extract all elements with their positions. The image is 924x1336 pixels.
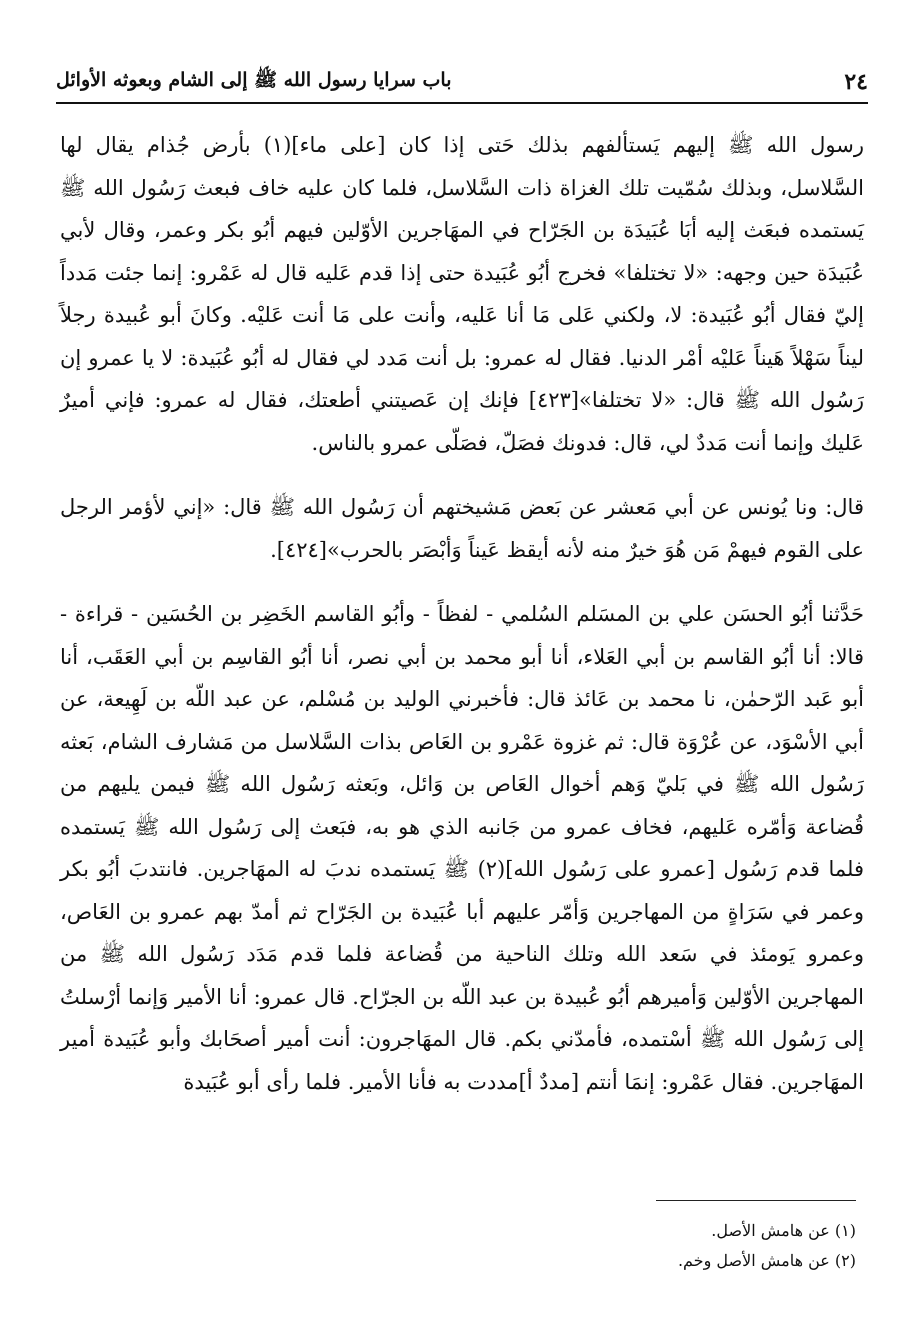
paragraph-2: قال: ونا يُونس عن أبي مَعشر عن بَعض مَشيختهم أن رَسُول الله ﷺ قال: «إني لأؤمر الرجل على القوم فيهمْ مَن هُوَ خيرٌ منه لأنه أيقظ عَيناً وَأبْصَر بالحرب»[٤٢٤]. — [60, 495, 864, 562]
footnotes — [678, 1216, 856, 1276]
footnote-1: (١) عن هامش الأصل. — [711, 1221, 856, 1240]
running-title: باب سرايا رسول الله ﷺ إلى الشام وبعوثه الأوائل — [56, 69, 452, 91]
footnote-divider — [656, 1200, 856, 1201]
paragraph-3: حَدَّثنا أبُو الحسَن علي بن المسَلم السُلمي - لفظاً - وأبُو القاسم الخَضِر بن الحُسَين - قراءة - قالا: أنا أبُو القاسم بن أبي العَلاء، أنا أبو محمد بن أبي نصر، أنا أبُو القاسِم بن أبي العَقَب، أنا أبو عَبد الرّحمٰن، نا محمد بن عَائذ قال: فأخبرني الوليد بن مُسْلم، عن عبد اللّه بن لَهِيعة، عن أبي الأسْوَد، عن عُرْوَة قال: ثم غزوة عَمْرو بن العَاص بذات السَّلاسل من مَشارف الشام، بَعثه رَسُول الله ﷺ في بَليّ وَهم أخوال العَاص بن وَائل، وبَعثه رَسُول الله ﷺ فيمن يليهم من قُضاعة وَأمّره عَليهم، فخاف عمرو من جَانبه الذي هو به، فبَعث إلى رَسُول الله ﷺ يَستمده فلما قدم رَسُول [عمرو على رَسُول الله](٢) ﷺ يَستمده ندبَ له المهَاجرين. فانتدبَ أبُو بكر وعمر في سَرَاةٍ من المهاجرين وَأمّر عليهم أبا عُبَيدة بن الجَرّاح ثم أمدّ بهم عمرو بن العَاص، وعمرو يَومئذ في سَعد الله وتلك الناحية من قُضاعة فلما قدم مَدَد رَسُول الله ﷺ من المهاجرين الأوّلين وَأميرهم أبُو عُبيدة بن عبد اللّه بن الجرّاح. قال عمرو: أنا الأمير وَإنما أرْسلتُ إلى رَسُول الله ﷺ أسْتمده، فأمدّني بكم. قال المهَاجرون: أنت أمير أصحَابك وأبو عُبَيدة أمير المهَاجرين. فقال عَمْرو: إنمَا أنتم [مددٌ أ]مددت به فأنا الأمير. فلما رأى أبو عُبَيدة — [60, 602, 864, 1094]
page-number: ٢٤ — [844, 69, 868, 95]
running-header — [56, 62, 868, 104]
paragraph-1: رسول الله ﷺ إليهم يَستألفهم بذلك حَتى إذا كان [على ماء](١) بأرض جُذام يقال لها السَّلاسل، وبذلك سُمّيت تلك الغزاة ذات السَّلاسل، فلما كان عليه خاف فبعث رَسُول الله ﷺ يَستمده فبعَث إليه أبَا عُبَيدَة بن الجَرّاح في المهَاجرين الأوّلين فيهم أبُو بكر وعمر، وقال لأبي عُبَيدَة حين وجهه: «لا تختلفا» فخرج أبُو عُبَيدة حتى إذا قدم عَليه قال له عَمْرو: إنما جئت مَدداً إليّ فقال أبُو عُبَيدة: لا، ولكني عَلى مَا أنا عَليه، وأنت على مَا أنت عَليْه. وكانَ أبو عُبيدة رجلاً ليناً سَهْلاً هَيناً عَليْه أمْر الدنيا. فقال له عمرو: بل أنت مَدد لي فقال له أبُو عُبَيدة: لا يا عمرو إن رَسُول الله ﷺ قال: «لا تختلفا»[٤٢٣] فإنك إن عَصيتني أطعتك، فقال له عمرو: فإني أميرٌ عَليك وإنما أنت مَددٌ لي، قال: فدونك فصَلّ، فصَلّى عمرو بالناس. — [60, 133, 864, 455]
main-text — [60, 124, 864, 1103]
footnote-2: (٢) عن هامش الأصل وخم. — [677, 1251, 856, 1270]
